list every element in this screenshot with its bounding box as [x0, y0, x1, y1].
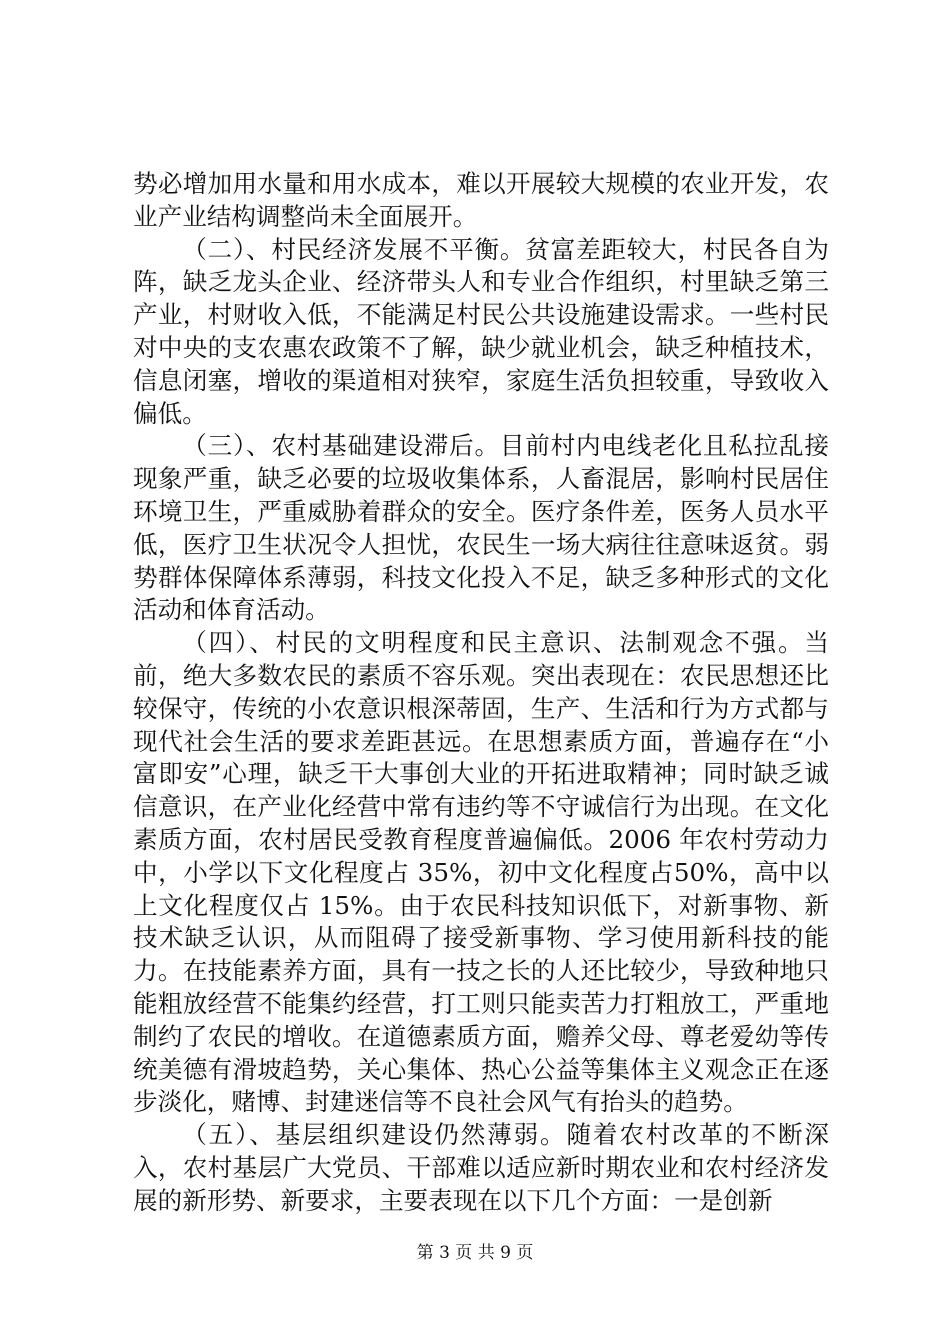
- page-number-footer: 第 3 页 共 9 页: [416, 1243, 534, 1263]
- paragraph-section-2: （二）、村民经济发展不平衡。贫富差距较大，村民各自为阵，缺乏龙头企业、经济带头人和专业合作组织，村里缺乏第三产业，村财收入低，不能满足村民公共设施建设需求。一些村民对中央的支农惠农政策不了解，缺少就业机会，缺乏种植技术，信息闭塞，增收的渠道相对狭窄，家庭生活负担较重，导致收入偏低。: [133, 234, 829, 428]
- document-body: [133, 168, 829, 1218]
- paragraph-section-3: （三）、农村基础建设滞后。目前村内电线老化且私拉乱接现象严重，缺乏必要的垃圾收集体系，人畜混居，影响村民居住环境卫生，严重威胁着群众的安全。医疗条件差，医务人员水平低，医疗卫生状况令人担忧，农民生一场大病往往意味返贫。弱势群体保障体系薄弱，科技文化投入不足，缺乏多种形式的文化活动和体育活动。: [133, 431, 829, 625]
- paragraph-section-5: （五）、基层组织建设仍然薄弱。随着农村改革的不断深入，农村基层广大党员、干部难以适应新时期农业和农村经济发展的新形势、新要求，主要表现在以下几个方面：一是创新: [133, 1120, 829, 1215]
- paragraph-continuation: 势必增加用水量和用水成本，难以开展较大规模的农业开发，农业产业结构调整尚未全面展开。: [133, 169, 829, 231]
- paragraph-section-4: （四）、村民的文明程度和民主意识、法制观念不强。当前，绝大多数农民的素质不容乐观。突出表现在：农民思想还比较保守，传统的小农意识根深蒂固，生产、生活和行为方式都与现代社会生活的要求差距甚远。在思想素质方面，普遍存在“小富即安”心理，缺乏干大事创大业的开拓进取精神；同时缺乏诚信意识，在产业化经营中常有违约等不守诚信行为出现。在文化素质方面，农村居民受教育程度普遍偏低。2006 年农村劳动力中，小学以下文化程度占 35%，初中文化程度占50%，高中以上文化程度仅占 15%。由于农民科技知识低下，对新事物、新技术缺乏认识，从而阻碍了接受新事物、学习使用新科技的能力。在技能素养方面，具有一技之长的人还比较少，导致种地只能粗放经营不能集约经营，打工则只能卖苦力打粗放工，严重地制约了农民的增收。在道德素质方面，赡养父母、尊老爱幼等传统美德有滑坡趋势，关心集体、热心公益等集体主义观念正在逐步淡化，赌博、封建迷信等不良社会风气有抬头的趋势。: [133, 628, 829, 1117]
